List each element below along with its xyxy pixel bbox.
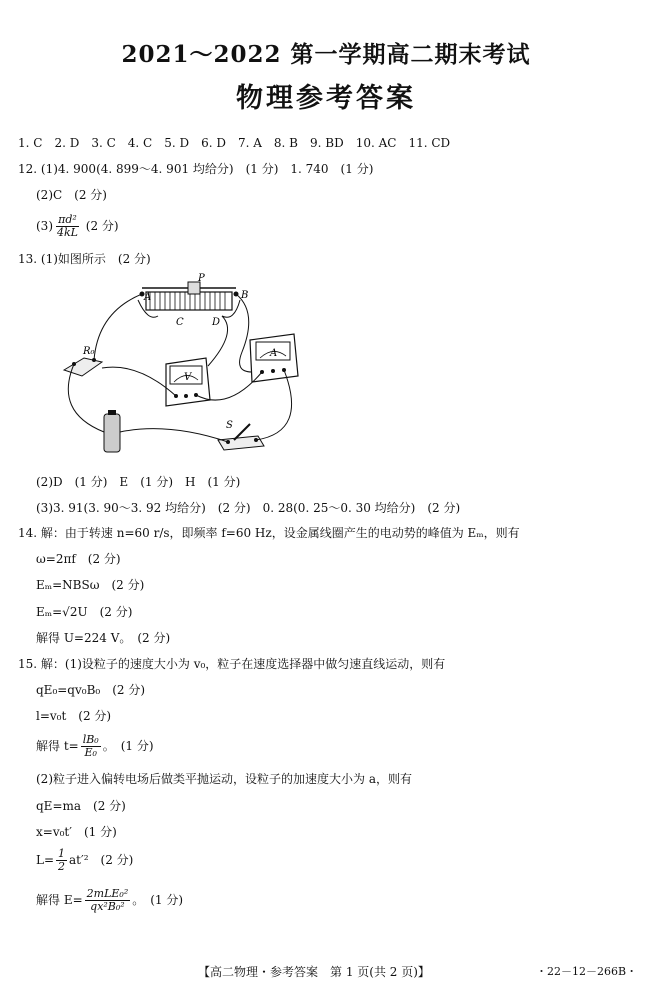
q14-eq1: ω=2πf (2 分) — [36, 552, 121, 566]
q14-eq3: Eₘ=√2U (2 分) — [36, 605, 133, 619]
q13-part3: (3)3. 91(3. 90～3. 92 均给分) (2 分) 0. 28(0. 25～0. 30 均给分) (2 分) — [36, 501, 461, 515]
q12-part3-score: (2 分) — [85, 219, 119, 233]
q15-eq5-prefix: L= — [36, 853, 55, 867]
page-footer: 【高二物理・参考答案 第 1 页(共 2 页)】 — [198, 965, 430, 979]
footer-code: ・22－12－266B・ — [536, 965, 638, 978]
q15-result1-score: 。 (1 分) — [102, 739, 154, 753]
q14-result: 解得 U=224 V。 (2 分) — [36, 631, 171, 645]
q15-fraction-half — [56, 848, 67, 873]
q15-intro: 15. 解：(1)设粒子的速度大小为 v₀，粒子在速度选择器中做匀速直线运动，则有 — [18, 657, 446, 671]
q15-fraction-half-denominator: 2 — [58, 860, 66, 873]
q12-part3-prefix: (3) — [36, 219, 53, 233]
q15-fraction-e-numerator: 2mLE₀² — [86, 887, 129, 900]
q15-result1-prefix: 解得 t= — [36, 739, 79, 753]
q12-fraction — [55, 214, 80, 239]
switch-s — [218, 424, 264, 450]
q15-fraction-t-numerator: lB₀ — [82, 733, 99, 746]
q15-result2 — [36, 888, 183, 913]
q14-eq2: Eₘ=NBSω (2 分) — [36, 578, 145, 592]
exam-title: 2021～2022 第一学期高二期末考试 — [121, 41, 531, 68]
q15-eq3: qE=ma (2 分) — [36, 799, 126, 813]
rheostat — [138, 282, 240, 317]
label-C: C — [176, 317, 184, 328]
q12-part3 — [36, 214, 119, 239]
q14-intro: 14. 解：由于转速 n=60 r/s，即频率 f=60 Hz，设金属线圈产生的电动势的峰值为 Eₘ，则有 — [18, 526, 520, 540]
q15-fraction-half-numerator: 1 — [58, 847, 66, 860]
label-S: S — [226, 420, 233, 431]
label-V: V — [184, 372, 192, 383]
label-B: B — [241, 290, 249, 301]
q15-fraction-t-denominator: E₀ — [84, 746, 97, 759]
q15-fraction-t — [81, 734, 101, 759]
q12-part2: (2)C (2 分) — [36, 188, 107, 202]
exam-subtitle: 物理参考答案 — [236, 83, 416, 114]
q12-fraction-denominator: 4kL — [57, 226, 78, 239]
q15-eq1: qE₀=qv₀B₀ (2 分) — [36, 683, 146, 697]
battery — [104, 410, 120, 452]
q15-eq5 — [36, 848, 133, 873]
q15-result2-prefix: 解得 E= — [36, 893, 83, 907]
label-R0: R₀ — [83, 346, 95, 357]
q15-eq5-rest: at′² (2 分) — [69, 853, 134, 867]
label-Amp: A — [270, 348, 278, 359]
q15-part2-intro: (2)粒子进入偏转电场后做类平抛运动，设粒子的加速度大小为 a，则有 — [36, 772, 412, 786]
q15-fraction-e-denominator: qx²B₀² — [90, 900, 125, 913]
choice-answers: 1. C 2. D 3. C 4. C 5. D 6. D 7. A 8. B 9. BD 10. AC 11. CD — [18, 136, 451, 150]
circuit-diagram — [58, 272, 318, 462]
q12-part1: 12. (1)4. 900(4. 899～4. 901 均给分) (1 分) 1. 740 (1 分) — [18, 162, 374, 176]
resistor-r0 — [64, 358, 102, 376]
q15-result1 — [36, 734, 154, 759]
q12-fraction-numerator: πd² — [58, 213, 77, 226]
q15-eq4: x=v₀t′ (1 分) — [36, 825, 117, 839]
q15-fraction-e — [85, 888, 131, 913]
label-A: A — [144, 292, 152, 303]
q15-eq2: l=v₀t (2 分) — [36, 709, 112, 723]
label-P: P — [198, 273, 205, 284]
q15-result2-score: 。 (1 分) — [132, 893, 184, 907]
q13-part2: (2)D (1 分) E (1 分) H (1 分) — [36, 475, 241, 489]
label-D: D — [212, 317, 221, 328]
q13-part1: 13. (1)如图所示 (2 分) — [18, 252, 151, 266]
